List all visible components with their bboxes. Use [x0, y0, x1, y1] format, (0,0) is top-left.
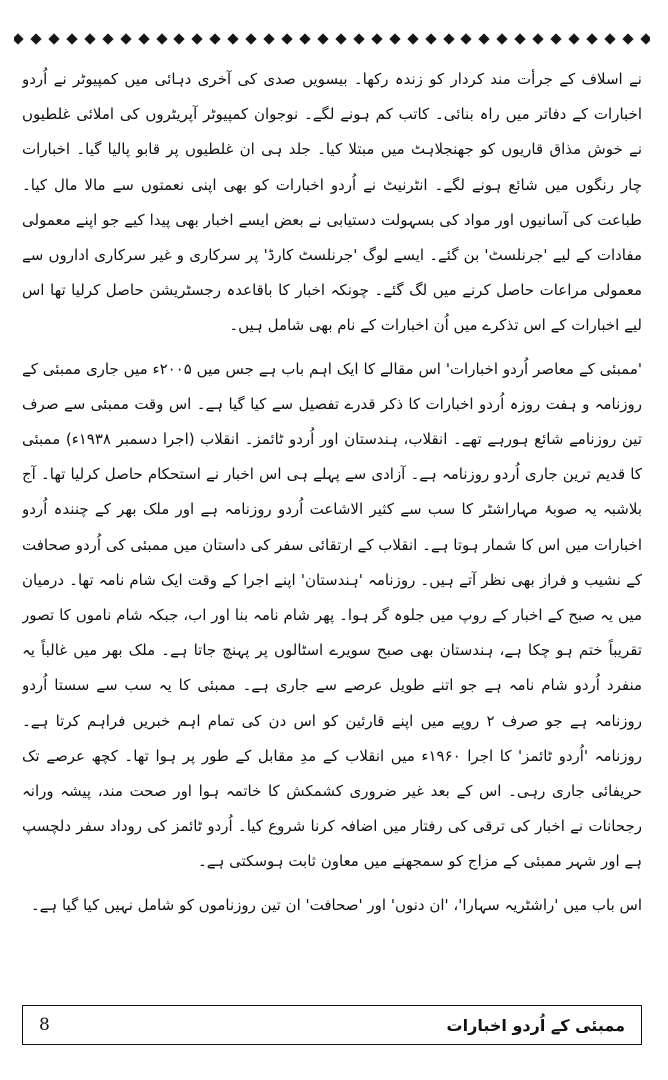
- ornament-diamond: [48, 33, 59, 44]
- ornament-diamond: [407, 33, 418, 44]
- paragraph-3: اس باب میں 'راشٹریہ سہارا'، 'ان دنوں' اور 'صحافت' ان تین روزناموں کو شامل نہیں کیا گیا ہے۔: [30, 895, 642, 914]
- ornament-diamond: [317, 33, 328, 44]
- ornament-diamond: [228, 33, 239, 44]
- ornament-diamond: [263, 33, 274, 44]
- paragraph-1: نے اسلاف کے جرأت مند کردار کو زندہ رکھا۔ بیسویں صدی کی آخری دہائی میں کمپیوٹر نے اُردو اخبارات کے دفاتر میں راہ بنائی۔ کاتب کم ہونے لگے۔ نوجوان کمپیوٹر آپریٹروں کی املائی غلطیوں نے خوش مذاق قاریوں کو جھنجلاہٹ میں مبتلا کیا۔ جلد ہی ان غلطیوں پر قابو پالیا گیا۔ اخبارات چار رنگوں میں شائع ہونے لگے۔ انٹرنیٹ نے اُردو اخبارات کو بھی اپنی نعمتوں سے مالا مال کیا۔ طباعت کی آسانیوں اور مواد کی بسہولت دستیابی نے بعض ایسے اخبار بھی پیدا کیے جو اپنے معمولی مفادات کے لیے 'جرنلسٹ' بن گئے۔ ایسے لوگ 'جرنلسٹ کارڈ' پر سرکاری و غیر سرکاری اداروں سے معمولی مراعات حاصل کرنے میں لگ گئے۔ چونکہ اخبار کا باقاعدہ رجسٹریشن حاصل کرلیا تھا اس لیے اخبارات کے اس تذکرے میں اُن اخبارات کے نام بھی شامل ہیں۔: [22, 70, 642, 335]
- ornament-diamond: [622, 33, 633, 44]
- ornament-diamond: [281, 33, 292, 44]
- ornament-diamond: [550, 33, 561, 44]
- ornament-diamond: [210, 33, 221, 44]
- ornament-diamond: [30, 33, 41, 44]
- ornament-diamond: [425, 33, 436, 44]
- ornament-diamond: [586, 33, 597, 44]
- ornament-diamond: [66, 33, 77, 44]
- ornament-diamond: [604, 33, 615, 44]
- ornament-diamond: [568, 33, 579, 44]
- paragraph-2: 'ممبئی کے معاصر اُردو اخبارات' اس مقالے کا ایک اہم باب ہے جس میں ۲۰۰۵ء میں جاری ممبئی کے روزنامہ و ہفت روزہ اُردو اخبارات کا ذکر قدرے تفصیل سے کیا گیا ہے۔ اس وقت ممبئی سے صرف تین روزنامے شائع ہورہے تھے۔ انقلاب، ہندستان اور اُردو ٹائمز۔ انقلاب (اجرا دسمبر ۱۹۳۸ء) ممبئی کا قدیم ترین جاری اُردو روزنامہ ہے۔ آزادی سے پہلے ہی اس اخبار نے استحکام حاصل کرلیا تھا۔ آج بلاشبہ یہ صوبۂ مہاراشٹر کا سب سے کثیر الاشاعت اُردو روزنامہ ہے اور ملک بھر کے چنندہ اُردو اخبارات میں اس کا شمار ہوتا ہے۔ انقلاب کے ارتقائی سفر کی داستان میں ممبئی کی اُردو صحافت کے نشیب و فراز بھی نظر آتے ہیں۔ روزنامہ 'ہندستان' اپنے اجرا کے وقت ایک شام نامہ تھا۔ درمیان میں یہ صبح کے اخبار کے روپ میں جلوہ گر ہوا۔ پھر شام نامہ بنا اور اب، جبکہ شام ناموں کا تصور تقریباً ختم ہو چکا ہے، ہندستان بھی صبح سویرے اسٹالوں پر پہنچ جاتا ہے۔ ملک بھر میں غالباً یہ منفرد اُردو شام نامہ ہے جو اتنے طویل عرصے سے جاری ہے۔ ممبئی کا یہ سب سے سستا اُردو روزنامہ ہے جو صرف ۲ روپے میں اپنے قارئین کو اس دن کی تمام اہم خبریں فراہم کرتا ہے۔ روزنامہ 'اُردو ٹائمز' کا اجرا ۱۹۶۰ء میں انقلاب کے مدِ مقابل کے طور پر ہوا تھا۔ کچھ عرصے تک حریفائی جاری رہی۔ اس کے بعد غیر ضروری کشمکش کا خاتمہ ہوا اور صحت مند، پیشہ ورانہ رجحانات نے اخبار کی ترقی کی رفتار میں اضافہ کرنا شروع کیا۔ اُردو ٹائمز کی روداد سفر دلچسپ ہے اور شہر ممبئی کے مزاج کو سمجھنے میں معاون ثابت ہوسکتی ہے۔: [22, 359, 642, 871]
- ornament-diamond: [192, 33, 203, 44]
- running-title: ممبئی کے اُردو اخبارات: [446, 1015, 625, 1035]
- page-footer: [22, 1005, 642, 1045]
- ornament-diamond: [84, 33, 95, 44]
- ornament-diamond: [335, 33, 346, 44]
- ornament-diamond: [102, 33, 113, 44]
- ornament-diamond: [353, 33, 364, 44]
- ornament-diamond: [371, 33, 382, 44]
- ornament-diamond: [461, 33, 472, 44]
- ornament-diamond: [533, 33, 544, 44]
- ornament-diamond: [120, 33, 131, 44]
- ornament-diamond: [246, 33, 257, 44]
- ornament-diamond: [640, 33, 650, 44]
- top-ornament-border: [14, 28, 650, 50]
- ornament-diamond: [14, 33, 24, 44]
- page-body: [22, 62, 642, 1002]
- ornament-diamond: [479, 33, 490, 44]
- ornament-diamond: [174, 33, 185, 44]
- ornament-diamond: [515, 33, 526, 44]
- page-number: 8: [39, 1015, 50, 1035]
- ornament-diamond: [138, 33, 149, 44]
- ornament-diamond: [443, 33, 454, 44]
- ornament-diamond: [156, 33, 167, 44]
- ornament-diamond: [299, 33, 310, 44]
- ornament-diamond: [389, 33, 400, 44]
- ornament-diamond: [497, 33, 508, 44]
